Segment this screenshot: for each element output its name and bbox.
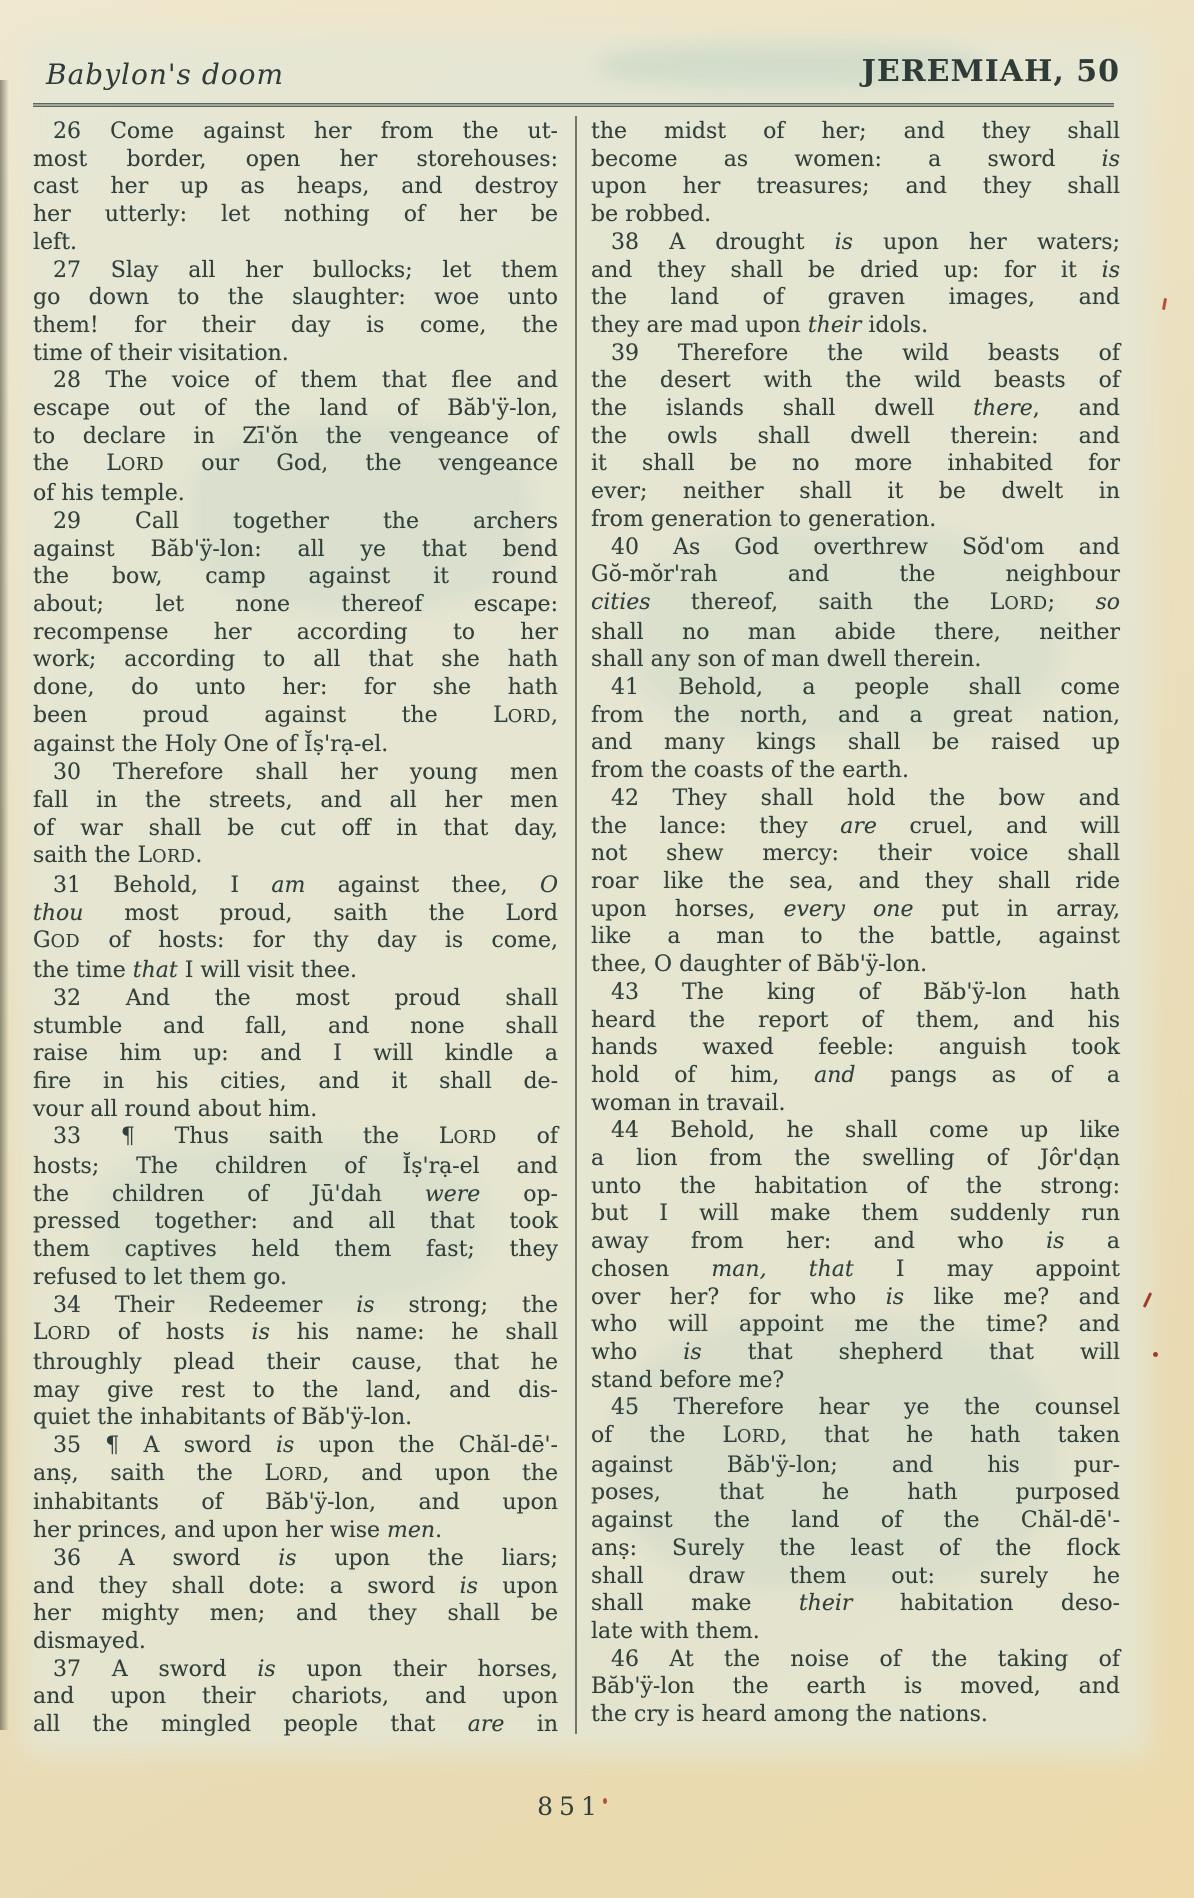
verse-line: may give rest to the land, and dis-	[33, 1377, 558, 1403]
verse-line: they are mad upon their idols.	[591, 312, 929, 338]
verse-line: 26 Come against her from the ut-	[53, 119, 558, 144]
verse-line: and many kings shall be raised up	[591, 730, 1120, 756]
verse-line: anṣ, saith the LORD, and upon the	[33, 1460, 558, 1486]
verse-line: LORD of hosts is his name: he shall	[33, 1320, 558, 1346]
verse-paragraph	[591, 1394, 1120, 1645]
verse-line: recompense her according to her	[33, 619, 558, 645]
verse-line: from the north, and a great nation,	[591, 702, 1120, 728]
verse-paragraph	[33, 257, 558, 368]
verse-line: from generation to generation.	[591, 506, 937, 532]
verse-line: the cry is heard among the nations.	[591, 1702, 988, 1728]
verse-paragraph	[591, 1646, 1120, 1729]
verse-line: ever; neither shall it be dwelt in	[591, 479, 1120, 505]
verse-line: the midst of her; and they shall	[591, 119, 1120, 144]
verse-line: 37 A sword is upon their horses,	[53, 1656, 558, 1682]
verse-line: about; let none thereof escape:	[33, 591, 558, 617]
verse-line: been proud against the LORD,	[33, 702, 558, 728]
verse-paragraph	[591, 340, 1120, 534]
verse-line: the LORD our God, the vengeance	[33, 451, 558, 477]
red-ink-mark	[1153, 1352, 1158, 1357]
verse-line: away from her: and who is a	[591, 1229, 1120, 1255]
verse-paragraph	[33, 1656, 558, 1739]
verse-line: be robbed.	[591, 202, 712, 228]
verse-line: shall make their habitation deso-	[591, 1591, 1120, 1617]
column-divider-rule	[575, 116, 577, 1734]
verse-line: most border, open her storehouses:	[33, 146, 558, 172]
verse-line: quiet the inhabitants of Băb'ÿ-lon.	[33, 1405, 413, 1431]
verse-line: the land of graven images, and	[591, 285, 1120, 311]
verse-line: Gŏ-mŏr'rah and the neighbour	[591, 562, 1120, 588]
verse-line: 32 And the most proud shall	[53, 985, 558, 1011]
verse-paragraph	[33, 1545, 558, 1656]
verse-line: escape out of the land of Băb'ÿ-lon,	[33, 396, 558, 422]
verse-line: who will appoint me the time? and	[591, 1312, 1120, 1338]
verse-line: hands waxed feeble: anguish took	[591, 1035, 1120, 1061]
verse-line: a lion from the swelling of Jôr'dạn	[591, 1146, 1120, 1172]
verse-line: of his temple.	[33, 481, 185, 507]
verse-paragraph	[591, 785, 1120, 979]
verse-line: not shew mercy: their voice shall	[591, 841, 1120, 867]
verse-line: pressed together: and all that took	[33, 1209, 558, 1235]
verse-line: 30 Therefore shall her young men	[53, 760, 558, 786]
verse-paragraph	[33, 872, 558, 985]
verse-line: go down to the slaughter: woe unto	[33, 285, 558, 311]
verse-line: her mighty men; and they shall be	[33, 1601, 558, 1627]
verse-line: chosen man, that I may appoint	[591, 1256, 1120, 1282]
verse-paragraph	[33, 508, 558, 759]
verse-line: left.	[33, 229, 78, 255]
verse-line: upon horses, every one put in array,	[591, 896, 1120, 922]
verse-line: the time that I will visit thee.	[33, 958, 358, 984]
verse-line: upon her treasures; and they shall	[591, 174, 1120, 200]
verse-paragraph	[591, 674, 1120, 785]
verse-line: refused to let them go.	[33, 1264, 288, 1290]
running-head-right: JEREMIAH, 50	[861, 54, 1120, 89]
page-edge-shadow	[0, 80, 9, 1730]
verse-line: 29 Call together the archers	[53, 508, 558, 534]
verse-line: to declare in Zī'ŏn the vengeance of	[33, 423, 558, 449]
verse-line: the owls shall dwell therein: and	[591, 423, 1120, 449]
verse-line: 42 They shall hold the bow and	[611, 785, 1120, 811]
header-rule	[33, 103, 1114, 107]
verse-line: like a man to the battle, against	[591, 924, 1120, 950]
verse-line: the lance: they are cruel, and will	[591, 813, 1121, 839]
verse-line: stumble and fall, and none shall	[33, 1013, 558, 1039]
verse-line: Băb'ÿ-lon the earth is moved, and	[591, 1674, 1120, 1700]
verse-line: vour all round about him.	[33, 1096, 318, 1122]
verse-line: late with them.	[591, 1618, 760, 1644]
verse-line: 34 Their Redeemer is strong; the	[53, 1292, 558, 1318]
verse-line: woman in travail.	[591, 1090, 786, 1116]
verse-line: GOD of hosts: for thy day is come,	[33, 928, 558, 954]
verse-line: the islands shall dwell there, and	[591, 396, 1120, 422]
left-column	[33, 118, 558, 1739]
verse-paragraph	[33, 1292, 558, 1433]
verse-paragraph	[591, 534, 1120, 675]
verse-line: 31 Behold, I am against thee, O	[53, 872, 558, 898]
right-column	[591, 118, 1120, 1729]
verse-line: 38 A drought is upon her waters;	[611, 229, 1120, 255]
verse-line: raise him up: and I will kindle a	[33, 1041, 558, 1067]
verse-line: 45 Therefore hear ye the counsel	[611, 1395, 1120, 1421]
verse-line: but I will make them suddenly run	[591, 1201, 1120, 1227]
verse-line: throughly plead their cause, that he	[33, 1349, 558, 1375]
verse-paragraph	[33, 985, 558, 1124]
verse-line: thou most proud, saith the Lord	[33, 900, 558, 926]
verse-line: 40 As God overthrew Sŏd'om and	[611, 534, 1120, 560]
verse-line: the children of Jū'dah were op-	[33, 1181, 558, 1207]
verse-line: all the mingled people that are in	[33, 1712, 558, 1738]
verse-line: roar like the sea, and they shall ride	[591, 868, 1120, 894]
verse-line: hosts; The children of Ĭṣ'rạ-el and	[33, 1154, 558, 1180]
verse-paragraph	[591, 1117, 1120, 1394]
verse-line: who is that shepherd that will	[591, 1339, 1120, 1365]
verse-line: 36 A sword is upon the liars;	[53, 1545, 558, 1571]
verse-line: cities thereof, saith the LORD; so	[591, 589, 1121, 615]
verse-line: and they shall dote: a sword is upon	[33, 1573, 558, 1599]
verse-paragraph	[33, 1432, 558, 1545]
verse-line: hold of him, and pangs as of a	[591, 1062, 1120, 1088]
verse-line: done, do unto her: for she hath	[33, 675, 558, 701]
verse-line: shall any son of man dwell therein.	[591, 647, 982, 673]
verse-line: and upon their chariots, and upon	[33, 1684, 558, 1710]
verse-line: saith the LORD.	[33, 843, 203, 869]
verse-line: unto the habitation of the strong:	[591, 1173, 1120, 1199]
verse-line: them captives held them fast; they	[33, 1237, 558, 1263]
verse-line: against Băb'ÿ-lon: all ye that bend	[33, 536, 558, 562]
verse-paragraph	[33, 1123, 558, 1291]
verse-line: from the coasts of the earth.	[591, 758, 909, 784]
verse-paragraph	[33, 759, 558, 872]
verse-line: of the LORD, that he hath taken	[591, 1423, 1120, 1449]
verse-line: against Băb'ÿ-lon; and his pur-	[591, 1452, 1120, 1478]
verse-paragraph	[591, 229, 1120, 340]
verse-line: and they shall be dried up: for it is	[591, 257, 1120, 283]
verse-line: anṣ: Surely the least of the flock	[591, 1535, 1120, 1561]
verse-line: shall no man abide there, neither	[591, 619, 1120, 645]
verse-line: fall in the streets, and all her men	[33, 787, 558, 813]
verse-line: 35 ¶ A sword is upon the Chăl-dē'-	[53, 1433, 558, 1459]
verse-line: over her? for who is like me? and	[591, 1284, 1120, 1310]
verse-line: 39 Therefore the wild beasts of	[611, 340, 1120, 366]
verse-line: stand before me?	[591, 1367, 785, 1393]
verse-line: 28 The voice of them that flee and	[53, 368, 558, 394]
verse-line: heard the report of them, and his	[591, 1007, 1120, 1033]
verse-line: dismayed.	[33, 1628, 146, 1654]
verse-line: work; according to all that she hath	[33, 647, 558, 673]
verse-line: 27 Slay all her bullocks; let them	[53, 257, 558, 283]
verse-line: become as women: a sword is	[591, 146, 1120, 172]
verse-line: against the land of the Chăl-dē'-	[591, 1508, 1120, 1534]
verse-line: 41 Behold, a people shall come	[611, 675, 1120, 701]
verse-line: against the Holy One of Ĭṣ'rạ-el.	[33, 732, 389, 758]
verse-paragraph	[591, 979, 1120, 1118]
verse-line: her utterly: let nothing of her be	[33, 202, 558, 228]
verse-line: shall draw them out: surely he	[591, 1563, 1120, 1589]
verse-line: cast her up as heaps, and destroy	[33, 174, 558, 200]
verse-line: 46 At the noise of the taking of	[611, 1646, 1120, 1672]
running-head-left: Babylon's doom	[46, 58, 285, 91]
page-number: 851	[537, 1792, 603, 1821]
verse-paragraph	[33, 118, 558, 257]
verse-line: of war shall be cut off in that day,	[33, 815, 558, 841]
verse-line: the bow, camp against it round	[33, 564, 558, 590]
verse-line: thee, O daughter of Băb'ÿ-lon.	[591, 952, 928, 978]
verse-line: poses, that he hath purposed	[591, 1480, 1120, 1506]
verse-paragraph	[591, 118, 1120, 229]
verse-line: time of their visitation.	[33, 340, 289, 366]
red-ink-mark	[1162, 298, 1167, 310]
verse-line: 33 ¶ Thus saith the LORD of	[53, 1124, 558, 1150]
verse-line: fire in his cities, and it shall de-	[33, 1068, 558, 1094]
verse-line: it shall be no more inhabited for	[591, 451, 1120, 477]
verse-line: them! for their day is come, the	[33, 312, 558, 338]
verse-line: the desert with the wild beasts of	[591, 368, 1120, 394]
running-head	[46, 54, 1120, 94]
verse-line: 44 Behold, he shall come up like	[611, 1118, 1120, 1144]
verse-paragraph	[33, 367, 558, 508]
verse-line: 43 The king of Băb'ÿ-lon hath	[611, 979, 1120, 1005]
verse-line: her princes, and upon her wise men.	[33, 1518, 443, 1544]
verse-line: inhabitants of Băb'ÿ-lon, and upon	[33, 1490, 558, 1516]
